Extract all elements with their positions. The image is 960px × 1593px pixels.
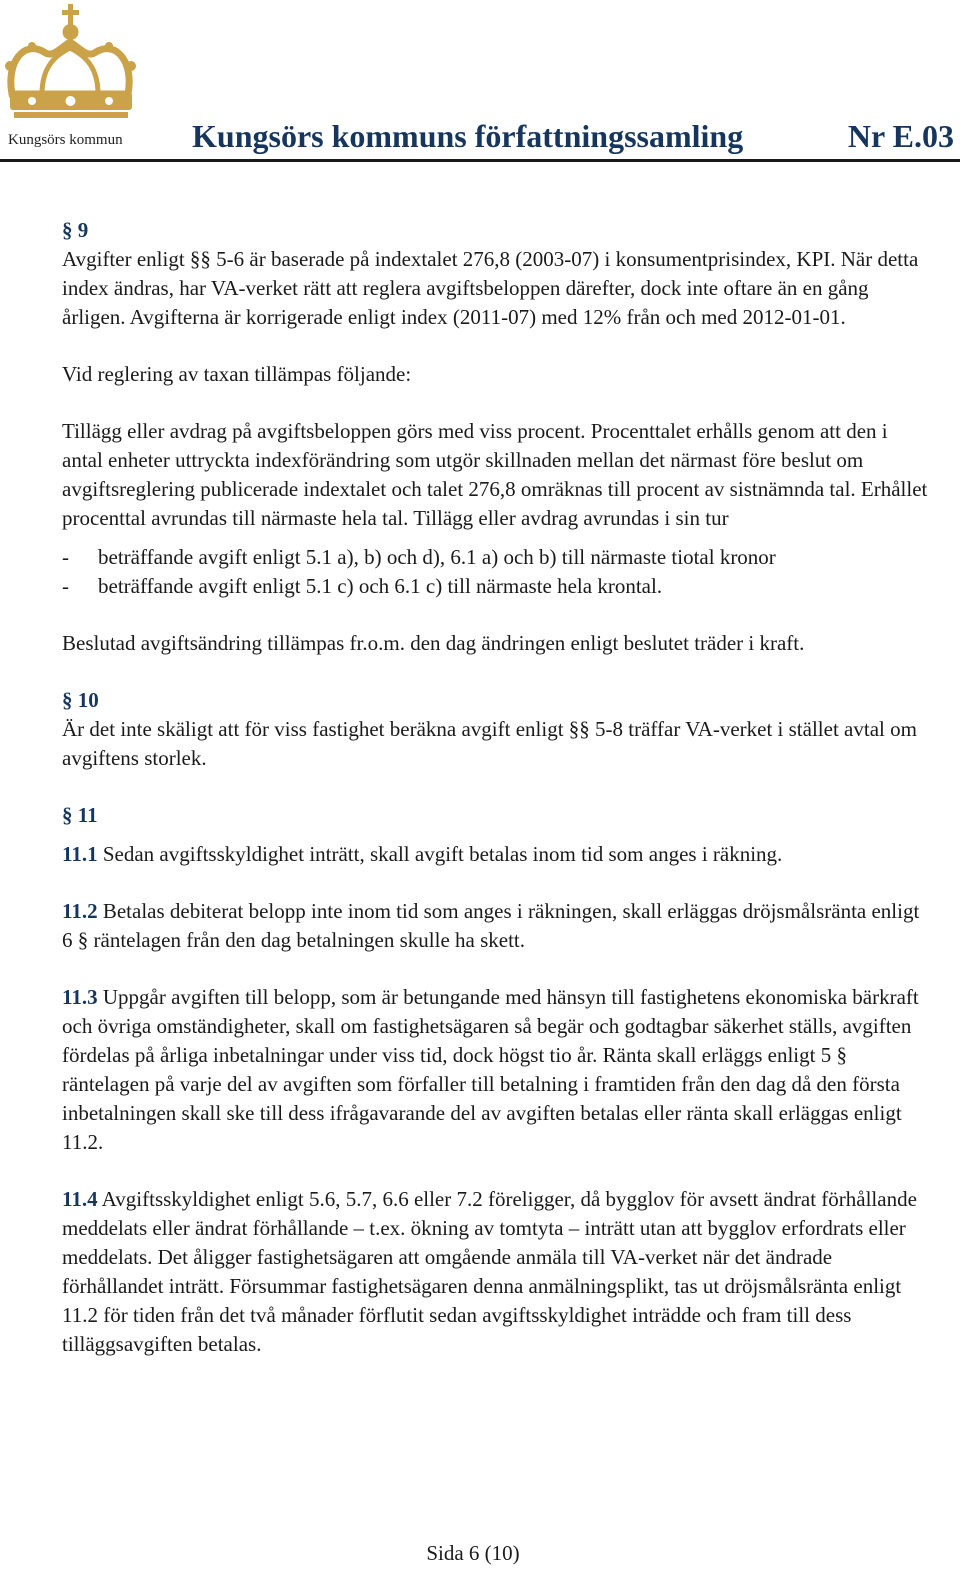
list-dash: - xyxy=(62,574,69,598)
section-9-paragraph-3: Tillägg eller avdrag på avgiftsbeloppen görs med viss procent. Procenttalet erhålls genom att den i antal enheter uttryckta indexförändring som utgör skillnaden mellan det närmast före beslut om avgiftsreglering publicerade indextalet och talet 276,8 omräknas till procent av sistnämnda tal. Erhållet procenttal avrundas till närmaste hela tal. Tillägg eller avdrag avrundas i sin tur xyxy=(62,419,928,530)
item-text: Sedan avgiftsskyldighet inträtt, skall avgift betalas inom tid som anges i räkning. xyxy=(97,842,783,866)
section-11-heading: § 11 xyxy=(62,803,98,827)
section-11-item xyxy=(62,983,932,1157)
section-9-paragraph-2: Vid reglering av taxan tillämpas följande: xyxy=(62,362,412,386)
publication-title: Kungsörs kommuns författningssamling xyxy=(192,118,744,154)
section-9-paragraph-1: Avgifter enligt §§ 5-6 är baserade på indextalet 276,8 (2003-07) i konsumentprisindex, KPI. När detta index ändras, har VA-verket rätt att reglera avgiftsbeloppen därefter, dock inte oftare än en gång årligen. Avgifterna är korrigerade enligt index (2011-07) med 12% från och med 2012-01-01. xyxy=(62,247,919,329)
item-number: 11.4 xyxy=(62,1187,98,1211)
section-11-item xyxy=(62,1185,932,1359)
section-9-rounding-list xyxy=(62,543,932,601)
item-text: Avgiftsskyldighet enligt 5.6, 5.7, 6.6 eller 7.2 föreligger, då bygglov för avsett ändrat förhållande meddelats eller ändrat förhållande – t.ex. ökning av tomtyta – inträtt utan att bygglov erfordrats eller meddelats. Det åligger fastighetsägaren att omgående anmäla till VA-verket när det ändrade förhållandet inträtt. Försummar fastighetsägaren denna anmälningsplikt, tas ut dröjsmålsränta enligt 11.2 för tiden från det två månader förflutit sedan avgiftsskyldighet inträdde och fram till dess tilläggsavgiften betalas. xyxy=(62,1187,917,1356)
logo-text: Kungsörs kommun xyxy=(8,132,123,148)
item-number: 11.3 xyxy=(62,985,98,1009)
section-11-item xyxy=(62,840,932,869)
document-number: Nr E.03 xyxy=(847,118,954,154)
section-10-heading: § 10 xyxy=(62,688,99,712)
item-text: Betalas debiterat belopp inte inom tid som anges i räkningen, skall erläggas dröjsmålsränta enligt 6 § räntelagen från den dag betalningen skulle ha skett. xyxy=(62,899,920,952)
list-item xyxy=(62,572,932,601)
header-divider xyxy=(0,159,960,162)
section-11-item xyxy=(62,897,932,955)
page-header xyxy=(0,0,960,160)
crown-icon xyxy=(2,2,140,130)
list-item-text: beträffande avgift enligt 5.1 a), b) och d), 6.1 a) och b) till närmaste tiotal kronor xyxy=(98,545,776,569)
section-9-heading: § 9 xyxy=(62,218,89,242)
item-number: 11.2 xyxy=(62,899,98,923)
section-9-paragraph-4: Beslutad avgiftsändring tillämpas fr.o.m. den dag ändringen enligt beslutet träder i kraft. xyxy=(62,631,805,655)
list-item-text: beträffande avgift enligt 5.1 c) och 6.1 c) till närmaste hela krontal. xyxy=(98,574,663,598)
section-10-paragraph-1: Är det inte skäligt att för viss fastighet beräkna avgift enligt §§ 5-8 träffar VA-verket i stället avtal om avgiftens storlek. xyxy=(62,717,917,770)
item-number: 11.1 xyxy=(62,842,98,866)
document-body xyxy=(62,216,932,1387)
page-number: Sida 6 (10) xyxy=(426,1541,520,1565)
list-item xyxy=(62,543,932,572)
list-dash: - xyxy=(62,545,69,569)
item-text: Uppgår avgiften till belopp, som är betungande med hänsyn till fastighetens ekonomiska bärkraft och övriga omständigheter, skall om fastighetsägaren så begär och godtagbar säkerhet ställs, avgiften fördelas på årliga inbetalningar under viss tid, dock högst tio år. Ränta skall erläggs enligt 5 § räntelagen på varje del av avgiften som förfaller till betalning i framtiden från den dag då den första inbetalningen skall ske till dess ifrågavarande del av avgiften betalas eller ränta skall erläggas enligt 11.2. xyxy=(62,985,919,1154)
municipality-logo xyxy=(2,2,140,152)
